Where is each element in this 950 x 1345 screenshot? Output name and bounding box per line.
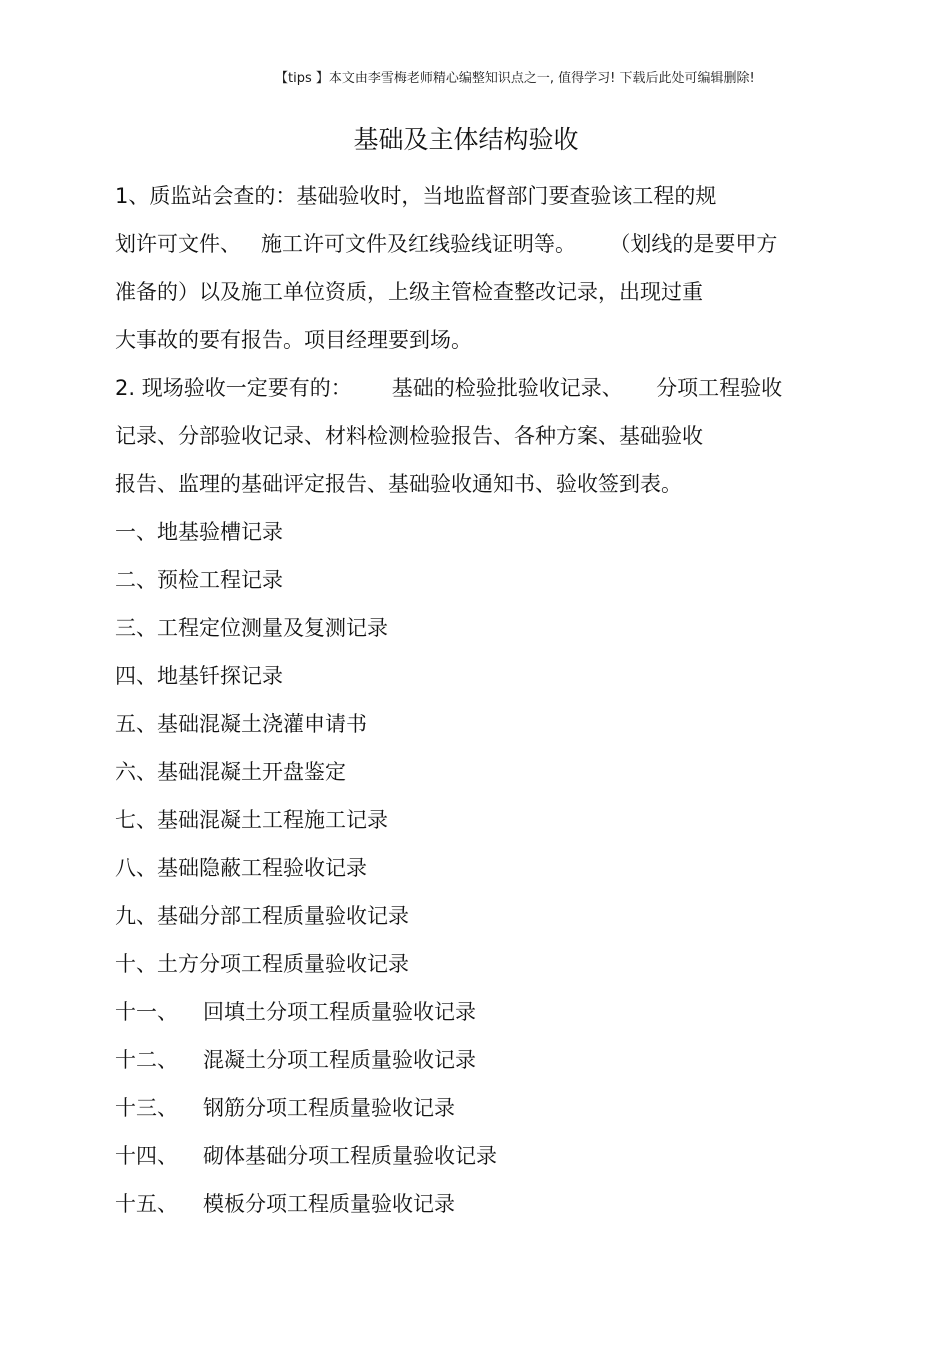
list-item-number: 九、 [115, 904, 157, 928]
list-item [115, 613, 388, 643]
list-item [115, 1045, 476, 1075]
list-item-number: 五、 [115, 712, 157, 736]
list-item [115, 1093, 455, 1123]
list-item-text: 基础混凝土开盘鉴定 [157, 760, 346, 784]
list-item-number: 十二、 [115, 1048, 178, 1072]
list-item-number: 八、 [115, 856, 157, 880]
list-item-number: 一、 [115, 520, 157, 544]
list-item-text: 回填土分项工程质量验收记录 [203, 1000, 476, 1024]
list-item-text: 砌体基础分项工程质量验收记录 [203, 1144, 497, 1168]
list-item-text: 混凝土分项工程质量验收记录 [203, 1048, 476, 1072]
paragraph-2-line-3: 报告、监理的基础评定报告、基础验收通知书、验收签到表。 [115, 472, 682, 496]
list-item-number: 四、 [115, 664, 157, 688]
list-item-number: 十三、 [115, 1096, 178, 1120]
page-title: 基础及主体结构验收 [353, 125, 579, 154]
tips-note: 【tips 】本文由李雪梅老师精心编整知识点之一, 值得学习! 下载后此处可编辑删除! [275, 71, 755, 86]
paragraph-2-line-1: 2. 现场验收一定要有的： 基础的检验批验收记录、 分项工程验收 [115, 376, 783, 400]
paragraph-1-line-4: 大事故的要有报告。项目经理要到场。 [115, 328, 472, 352]
list-item [115, 949, 409, 979]
paragraph-1-line-1: 1、质监站会查的：基础验收时，当地监督部门要查验该工程的规 [115, 184, 717, 208]
list-item-text: 土方分项工程质量验收记录 [157, 952, 409, 976]
list-item-number: 二、 [115, 568, 157, 592]
list-item [115, 661, 283, 691]
list-item [115, 517, 283, 547]
list-item-text: 基础混凝土工程施工记录 [157, 808, 388, 832]
list-item-text: 预检工程记录 [157, 568, 283, 592]
list-item [115, 757, 346, 787]
list-item-number: 十、 [115, 952, 157, 976]
list-item [115, 853, 367, 883]
list-item-text: 模板分项工程质量验收记录 [203, 1192, 455, 1216]
list-item-text: 基础混凝土浇灌申请书 [157, 712, 367, 736]
paragraph-1-line-2: 划许可文件、 施工许可文件及红线验线证明等。 （划线的是要甲方 [115, 232, 778, 256]
list-item-number: 六、 [115, 760, 157, 784]
list-item [115, 805, 388, 835]
paragraph-2-line-2: 记录、分部验收记录、材料检测检验报告、各种方案、基础验收 [115, 424, 703, 448]
list-item-text: 钢筋分项工程质量验收记录 [203, 1096, 455, 1120]
list-item-number: 十五、 [115, 1192, 178, 1216]
list-item-number: 十一、 [115, 1000, 178, 1024]
list-item [115, 1141, 497, 1171]
list-item-text: 地基钎探记录 [157, 664, 283, 688]
list-item-text: 基础隐蔽工程验收记录 [157, 856, 367, 880]
list-item-text: 地基验槽记录 [157, 520, 283, 544]
list-item [115, 565, 283, 595]
list-item [115, 901, 409, 931]
list-item-text: 基础分部工程质量验收记录 [157, 904, 409, 928]
list-item-text: 工程定位测量及复测记录 [157, 616, 388, 640]
list-item [115, 997, 476, 1027]
list-item [115, 709, 367, 739]
paragraph-1-line-3: 准备的）以及施工单位资质，上级主管检查整改记录，出现过重 [115, 280, 703, 304]
list-item [115, 1189, 455, 1219]
list-item-number: 三、 [115, 616, 157, 640]
list-item-number: 七、 [115, 808, 157, 832]
list-item-number: 十四、 [115, 1144, 178, 1168]
